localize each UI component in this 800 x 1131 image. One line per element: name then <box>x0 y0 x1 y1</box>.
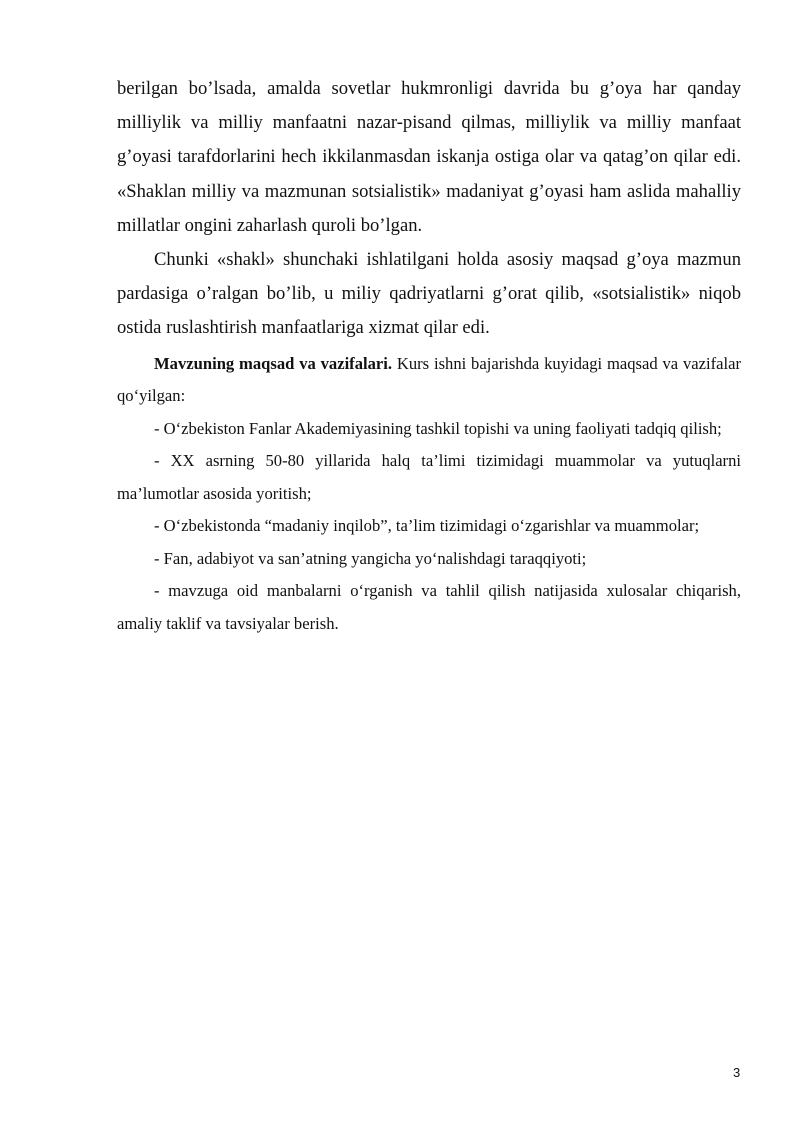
goals-intro: Kurs ishni bajarishda kuyidagi maqsad va vazifalar qo‘yilgan: <box>117 353 741 406</box>
goals-heading: Mavzuning maqsad va vazifalari. <box>154 353 393 373</box>
goal-item-5: - mavzuga oid manbalarni o‘rganish va tahlil qilish natijasida xulosalar chiqarish, amaliy taklif va tavsiyalar berish. <box>117 581 741 633</box>
goal-item-4: - Fan, adabiyot va san’atning yangicha yo‘nalishdagi taraqqiyoti; <box>154 548 587 568</box>
goal-item-3: - O‘zbekistonda “madaniy inqilob”, ta’lim tizimidagi o‘zgarishlar va muammolar; <box>154 516 700 536</box>
goal-item-2: - XX asrning 50-80 yillarida halq ta’limi tizimidagi muammolar va yutuqlarni ma’lumotlar asosida yoritish; <box>117 451 741 503</box>
paragraph-2: Chunki «shakl» shunchaki ishlatilgani holda asosiy maqsad g’oya mazmun pardasiga o’ralgan bo’lib, u miliy qadriyatlarni g’orat qilib, «sotsialistik» niqob ostida ruslashtirish manfaatlariga xizmat qilar edi. <box>117 249 741 339</box>
paragraph-1: berilgan bo’lsada, amalda sovetlar hukmronligi davrida bu g’oya har qanday milliylik va milliy manfaatni nazar-pisand qilmas, milliylik va milliy manfaat g’oyasi tarafdorlarini hech ikkilanmasdan iskanja ostiga olar va qatag’on qilar edi. «Shaklan milliy va mazmunan sotsialistik» madaniyat g’oyasi ham aslida mahalliy millatlar ongini zaharlash quroli bo’lgan. <box>117 78 741 236</box>
document-page <box>117 72 741 640</box>
page-number: 3 <box>733 1065 741 1080</box>
goal-item-1: - O‘zbekiston Fanlar Akademiyasining tashkil topishi va uning faoliyati tadqiq qilish; <box>154 418 722 438</box>
goals-paragraph <box>117 348 741 413</box>
